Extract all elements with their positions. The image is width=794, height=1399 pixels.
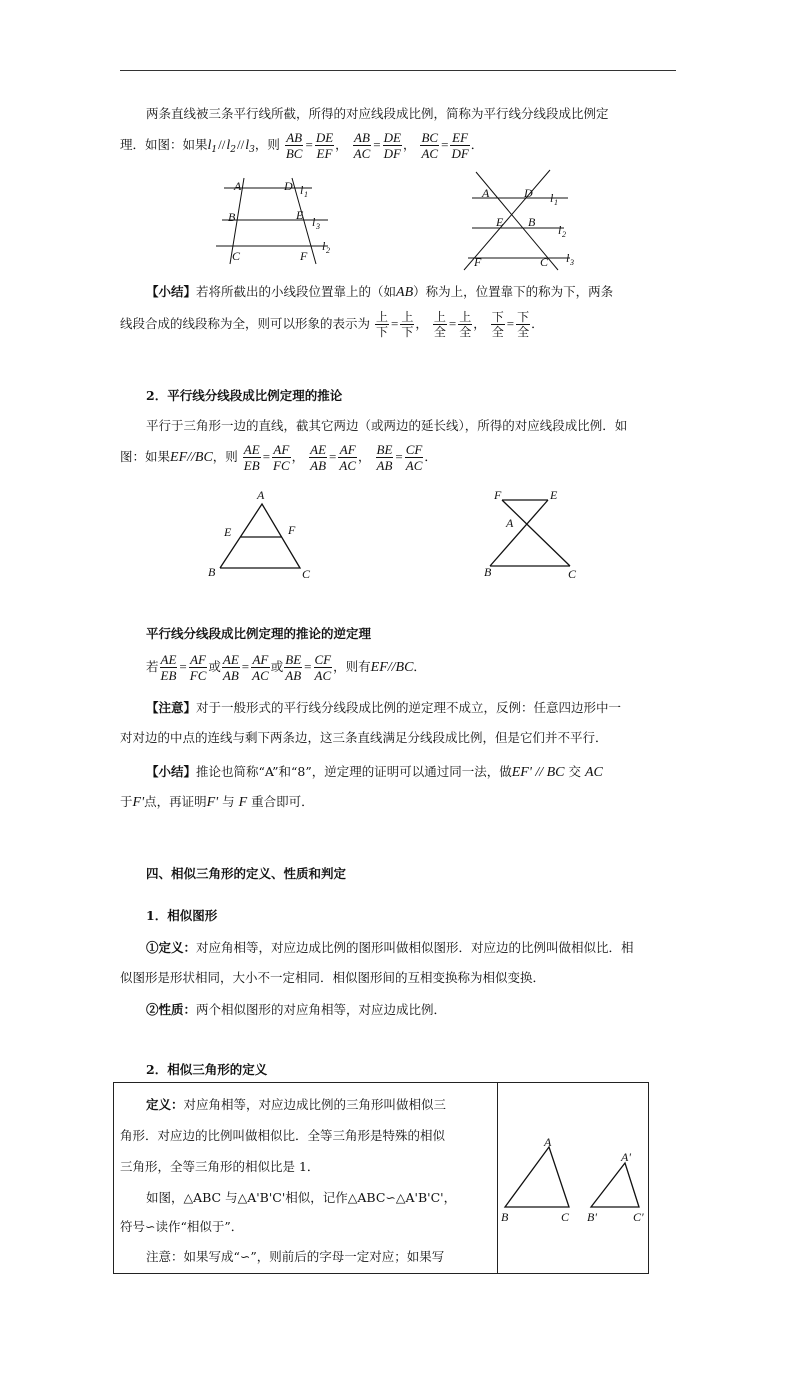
fig1-left-label-C: C [232,249,241,263]
fig1-left-label-sub3: 3 [316,222,320,231]
fig2-left-label-F: F [288,523,296,537]
fraction: $\frac{AB}{AC}$ [353,130,371,161]
note-tag: 【注意】 [146,700,197,715]
fig1-left-label-A: A [234,179,242,193]
fig2-right-label-A: A [506,516,514,530]
fig2-left-label-C: C [302,567,311,581]
fig1-right-label-l-mid: l [558,223,562,237]
then-text: ，则 [254,137,280,152]
fraction: $\frac{AF}{AC}$ [339,442,357,473]
fig1-left-label-sub1: 1 [304,190,308,199]
similar-def-line1: ①定义：对应角相等，对应边成比例的图形叫做相似图形．对应边的比例叫做相似比．相 [146,940,634,955]
fraction: $\frac{EF}{DF}$ [451,130,469,161]
fig1-left-label-sub2: 2 [326,246,330,255]
table-def-line6: 注意：如果写成“∽”，则前后的字母一定对应；如果写 [146,1249,445,1264]
fig2-left-label-A: A [257,488,265,502]
point-f: F [238,795,248,810]
fig1-right-label-l-top: l [550,191,554,205]
parallel-symbol: // [237,137,245,152]
section4-heading: 四、相似三角形的定义、性质和判定 [146,866,347,881]
fraction: $\frac{DE}{DF}$ [383,130,401,161]
fraction: $\frac{AF}{AC}$ [252,652,269,683]
l3-symbol: l [245,138,250,153]
l2-symbol: l [226,138,231,153]
fig1-left-label-l-mid: l [312,215,316,229]
triangle-label-C: C [561,1210,570,1224]
fig1-left-label-E: E [296,208,304,222]
table-def-line5: 符号∽读作“相似于”． [120,1219,244,1234]
section2-line1: 平行于三角形一边的直线，截其它两边（或两边的延长线），所得的对应线段成比例．如 [146,418,628,433]
fig1-right-label-sub3: 3 [570,258,574,267]
fraction: $\frac{AF}{FC}$ [189,652,207,683]
fraction: $\frac{AF}{FC}$ [273,442,290,473]
triangle-label-A-prime: A' [621,1150,631,1164]
fraction: $\frac{AB}{BC}$ [285,130,303,161]
equals-sign: = [305,137,313,152]
summary2-line1: 【小结】推论也简称“A”和“8”，逆定理的证明可以通过同一法，做EF' // BC 交 AC [146,764,603,780]
l1-symbol: l [207,138,212,153]
figure-parallel-lines-right [458,166,588,272]
fraction: $\frac{DE}{EF}$ [315,130,334,161]
triangle-label-C-prime: C' [633,1210,644,1224]
l3-subscript: 3 [249,145,255,155]
parallel-symbol: // [218,137,226,152]
note-line2: 对对边的中点的连线与剩下两条边，这三条直线满足分线段成比例，但是它们并不平行． [120,730,608,745]
para1-line1: 两条直线被三条平行线所截，所得的对应线段成比例，简称为平行线分线段成比例定 [146,106,609,121]
similar-def-line2: 似图形是形状相同，大小不一定相同．相似图形间的互相变换称为相似变换． [120,970,546,985]
triangle-def-heading: 2．相似三角形的定义 [146,1062,268,1077]
fig2-left-label-B: B [208,565,216,579]
fig1-left-label-F: F [300,249,308,263]
definition-table [113,1082,649,1274]
fig1-right-label-F: F [474,255,482,269]
fig1-right-label-sub2: 2 [562,230,566,239]
fraction: $\frac{BE}{AB}$ [285,652,302,683]
table-def-line3: 三角形，全等三角形的相似比是 1． [120,1159,320,1174]
fraction: $\frac{CF}{AC}$ [405,442,423,473]
l2-subscript: 2 [230,145,236,155]
fraction: $\frac{AE}{EB}$ [160,652,177,683]
figure-parallel-lines-left [212,176,342,266]
figure-triangle-x-shape [480,486,590,582]
fig1-right-label-A: A [482,186,490,200]
fig1-right-label-E: E [496,215,504,229]
converse-heading: 平行线分线段成比例定理的推论的逆定理 [146,626,372,641]
point-f-prime: F' [132,795,145,810]
fraction: $\frac{\text{上}}{\text{全}}$ [459,310,472,339]
fraction: $\frac{\text{上}}{\text{全}}$ [433,310,446,339]
fraction: $\frac{BE}{AB}$ [376,442,393,473]
condition-ef-parallel-bc: EF//BC [170,450,213,465]
note-line1: 【注意】对于一般形式的平行线分线段成比例的逆定理不成立，反例：任意四边形中一 [146,700,622,715]
summary1-line1: 【小结】若将所截出的小线段位置靠上的（如AB）称为上，位置靠下的称为下，两条 [146,284,614,300]
summary1-line2: 线段合成的线段称为全，则可以形象的表示为 $\frac{\text{上}}{\text{下}}$ = $\frac{\text{上}}{\text{下}}$ ， $\frac{\text{上}}{\text{全}}$ = $\frac{\text{上}}{\text{全}}$ ， $\frac{\text{下}}{\text{全}}$ = $\frac{\text{下}}{\text{全}}$ ． [120,310,544,339]
fraction: $\frac{AE}{AB}$ [222,652,239,683]
equals-sign: = [441,137,449,152]
triangle-label-A: A [544,1135,552,1149]
fig2-right-label-C: C [568,567,577,581]
triangle-label-B: B [501,1210,509,1224]
segment-ac: AC [585,765,603,780]
equals-sign: = [373,137,381,152]
summary-tag: 【小结】 [146,284,197,299]
fig2-right-label-F: F [494,488,502,502]
header-rule [120,70,676,71]
section2-heading: 2．平行线分线段成比例定理的推论 [146,388,343,403]
para1-line2 [120,130,483,164]
period: ． [470,137,484,152]
fraction: $\frac{CF}{AC}$ [314,652,332,683]
similar-prop-line: ②性质：两个相似图形的对应角相等，对应边成比例． [146,1002,447,1017]
section2-line2: 图：如果EF//BC，则 $\frac{AE}{EB}$ = $\frac{AF}{FC}$ ， $\frac{AE}{AB}$ = $\frac{AF}{AC}$ ， $\frac{BE}{AB}$ = $\frac{CF}{AC}$ ． [120,442,437,473]
fig2-right-label-E: E [550,488,558,502]
fraction: $\frac{\text{上}}{\text{下}}$ [401,310,414,339]
fig1-right-label-D: D [524,186,533,200]
fig1-right-label-l-low: l [566,251,570,265]
comma: ， [335,137,348,152]
l1-subscript: 1 [211,145,218,155]
fraction: $\frac{AE}{AB}$ [310,442,327,473]
triangle-label-B-prime: B' [587,1210,597,1224]
fraction: $\frac{\text{下}}{\text{全}}$ [491,310,504,339]
summary2-line2: 于F'点，再证明F' 与 F 重合即可． [120,794,314,810]
comma: ， [402,137,416,152]
fig1-right-label-B: B [528,215,536,229]
fraction: $\frac{\text{上}}{\text{下}}$ [376,310,389,339]
summary-tag: 【小结】 [146,764,197,779]
fig2-left-label-E: E [224,525,232,539]
ef-prime-parallel-bc: EF' // BC [511,765,565,780]
table-def-line4: 如图，△ABC 与△A'B'C'相似，记作△ABC∽△A'B'C'， [146,1190,457,1205]
table-divider [497,1083,498,1273]
fig1-left-label-l-low: l [322,239,326,253]
fraction: $\frac{BC}{AC}$ [421,130,439,161]
fig1-right-label-C: C [540,255,549,269]
fig2-right-label-B: B [484,565,492,579]
segment-ab: AB [396,285,414,300]
figure-triangle-a-shape [206,486,316,582]
figure-similar-triangles [499,1133,649,1225]
fig1-left-label-D: D [284,179,293,193]
table-def-line1: 定义：对应角相等，对应边成比例的三角形叫做相似三 [146,1097,447,1112]
point-f-prime: F' [206,795,219,810]
para1-line2-prefix: 理．如图：如果 [120,137,208,152]
similar-figures-heading: 1．相似图形 [146,908,218,923]
fig1-left-label-l: l [300,183,304,197]
result-ef-parallel-bc: EF//BC [370,660,414,675]
fig1-right-label-sub1: 1 [554,198,558,207]
table-def-line2: 角形．对应边的比例叫做相似比．全等三角形是特殊的相似 [120,1128,446,1143]
fig1-left-label-B: B [228,210,236,224]
converse-formula: 若 $\frac{AE}{EB}$ = $\frac{AF}{FC}$ 或 $\frac{AE}{AB}$ = $\frac{AF}{AC}$ 或 $\frac{BE}{AB}$ = $\frac{CF}{AC}$ ，则有EF//BC． [146,652,426,683]
fraction: $\frac{AE}{EB}$ [243,442,260,473]
fraction: $\frac{\text{下}}{\text{全}}$ [517,310,530,339]
